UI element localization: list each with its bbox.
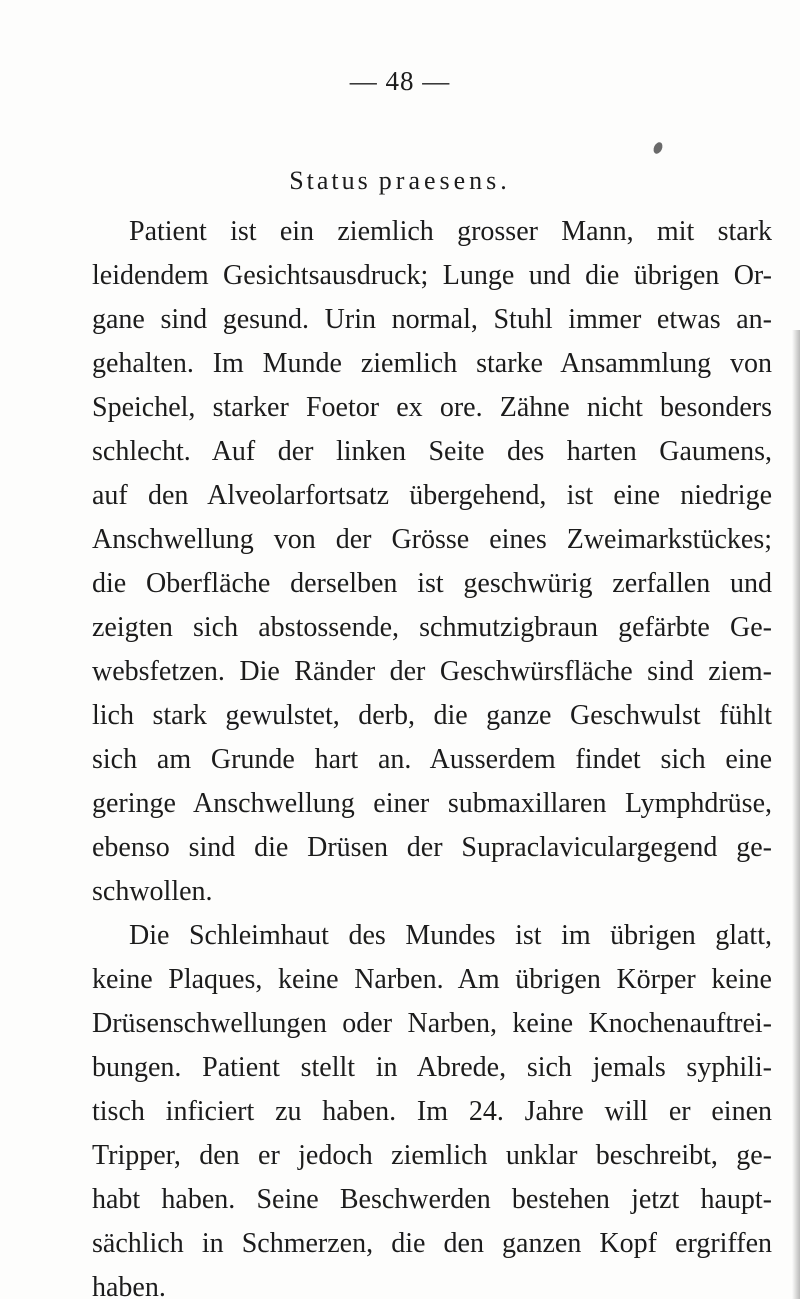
text-line: habt haben. Seine Beschwerden bestehen jetzt haupt- [92, 1184, 772, 1215]
page-number: — 48 — [349, 66, 451, 96]
text-line: gehalten. Im Munde ziemlich starke Ansammlung von [92, 348, 772, 379]
text-line: Die Schleimhaut des Mundes ist im übrigen glatt, [129, 920, 772, 951]
section-heading [0, 166, 800, 196]
text-line: gane sind gesund. Urin normal, Stuhl immer etwas an- [92, 304, 772, 335]
text-line: websfetzen. Die Ränder der Geschwürsfläche sind ziem- [92, 656, 772, 687]
text-line: bungen. Patient stellt in Abrede, sich jemals syphili- [92, 1052, 772, 1083]
text-line: leidendem Gesichtsausdruck; Lunge und die übrigen Or- [92, 260, 772, 291]
heading-word-praesens: praesens. [378, 166, 511, 195]
text-line: auf den Alveolarfortsatz übergehend, ist eine niedrige [92, 480, 772, 511]
text-line: die Oberfläche derselben ist geschwürig zerfallen und [92, 568, 772, 599]
text-line: lich stark gewulstet, derb, die ganze Geschwulst fühlt [92, 700, 772, 731]
text-line: schwollen. [92, 876, 213, 907]
heading-word-status: Status [289, 166, 371, 195]
text-line: tisch inficiert zu haben. Im 24. Jahre will er einen [92, 1096, 772, 1127]
text-line: geringe Anschwellung einer submaxillaren Lymphdrüse, [92, 788, 772, 819]
text-line: Drüsenschwellungen oder Narben, keine Knochenauftrei- [92, 1008, 772, 1039]
page-edge-shadow [792, 330, 800, 1299]
text-line: keine Plaques, keine Narben. Am übrigen Körper keine [92, 964, 772, 995]
text-line: zeigten sich abstossende, schmutzigbraun gefärbte Ge- [92, 612, 772, 643]
text-line: ebenso sind die Drüsen der Supraclaviculargegend ge- [92, 832, 772, 863]
text-line: Patient ist ein ziemlich grosser Mann, mit stark [129, 216, 772, 247]
text-line: schlecht. Auf der linken Seite des harten Gaumens, [92, 436, 772, 467]
text-line: Speichel, starker Foetor ex ore. Zähne nicht besonders [92, 392, 772, 423]
text-line: sich am Grunde hart an. Ausserdem findet sich eine [92, 744, 772, 775]
ink-spot [652, 141, 664, 155]
text-line: sächlich in Schmerzen, die den ganzen Kopf ergriffen [92, 1228, 772, 1259]
text-line: haben. [92, 1272, 166, 1303]
body-text [92, 210, 772, 1310]
text-line: Tripper, den er jedoch ziemlich unklar beschreibt, ge- [92, 1140, 772, 1171]
text-line: Anschwellung von der Grösse eines Zweimarkstückes; [92, 524, 772, 555]
